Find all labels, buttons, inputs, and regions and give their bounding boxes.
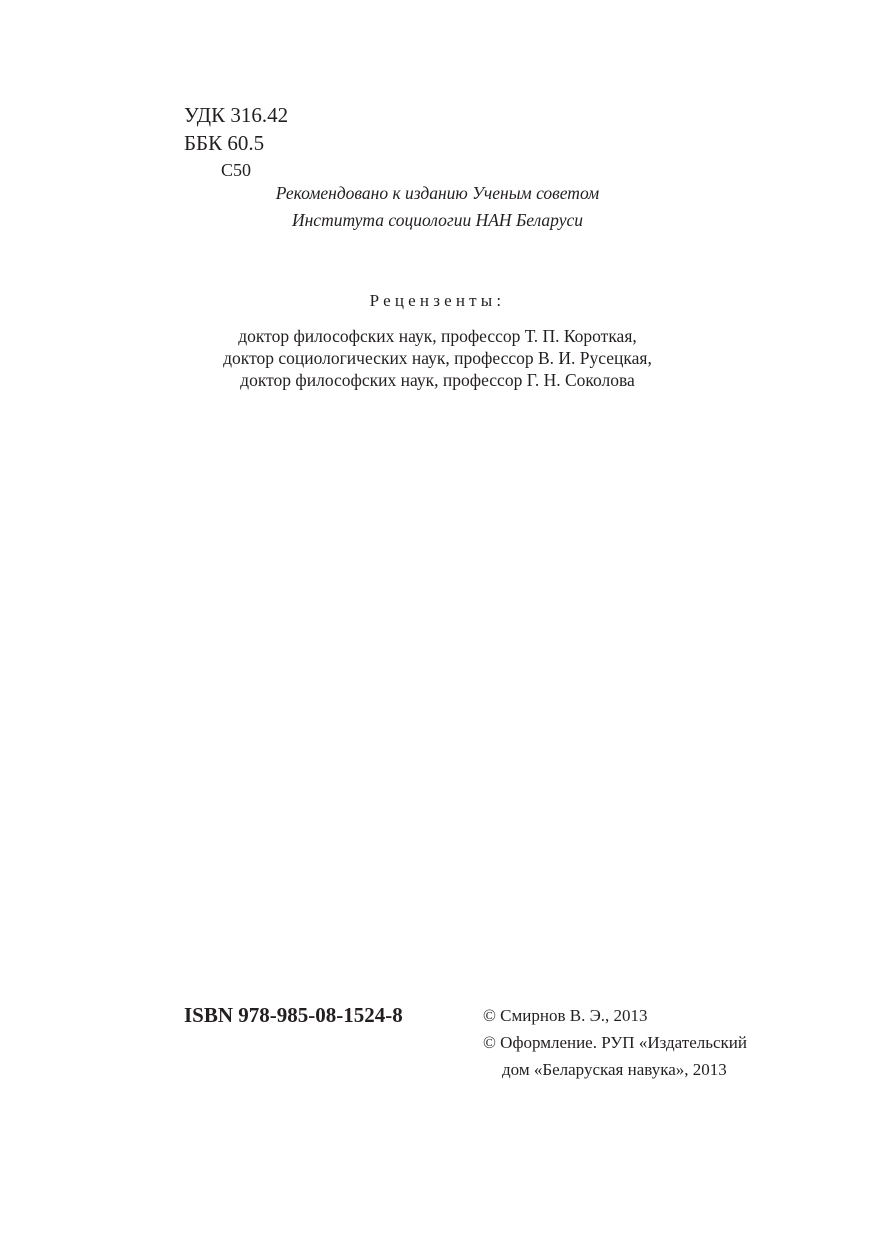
author-mark: С50 <box>221 160 252 180</box>
recommendation-line-2: Института социологии НАН Беларуси <box>291 210 583 230</box>
copyright-design: © Оформление. РУП «Издательский <box>483 1033 747 1052</box>
reviewer-item: доктор философских наук, профессор Т. П. Короткая, <box>238 326 637 346</box>
isbn: ISBN 978-985-08-1524-8 <box>184 1003 403 1027</box>
copyright-author: © Смирнов В. Э., 2013 <box>483 1006 648 1025</box>
udk-code: УДК 316.42 <box>184 103 289 127</box>
reviewer-item: доктор социологических наук, профессор В. И. Русецкая, <box>223 348 652 368</box>
reviewer-item: доктор философских наук, профессор Г. Н. Соколова <box>240 370 635 390</box>
copyright-publisher: дом «Беларуская навука», 2013 <box>502 1060 727 1079</box>
reviewers-heading: Рецензенты: <box>369 291 506 310</box>
recommendation-line-1: Рекомендовано к изданию Ученым советом <box>275 183 600 203</box>
bbk-code: ББК 60.5 <box>184 131 265 155</box>
